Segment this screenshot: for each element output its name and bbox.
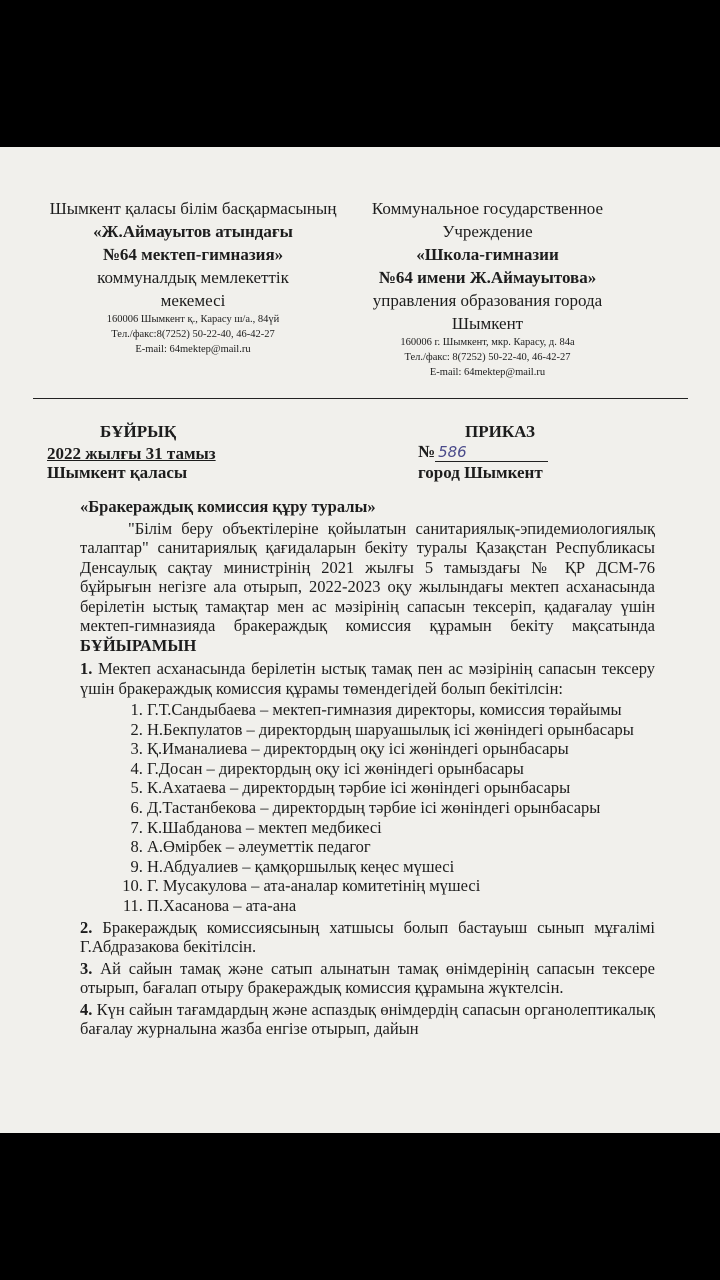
list-item: 8. А.Өмірбек – әлеуметтік педагог (147, 837, 655, 857)
order-date: 2022 жылғы 31 тамыз (47, 444, 216, 463)
order-city-kz: Шымкент қаласы (47, 463, 188, 482)
commission-member-list (80, 700, 655, 916)
order-number (418, 442, 548, 462)
clause-2 (80, 918, 655, 957)
clause-1 (80, 659, 655, 698)
list-item: 2. Н.Бекпулатов – директордың шаруашылық ісі жөніндегі орынбасары (147, 720, 655, 740)
header-right-line3: «Школа-гимназии (416, 245, 559, 264)
clause-3-number: 3. (80, 958, 93, 978)
list-item: 4. Г.Досан – директордың оқу ісі жөніндегі орынбасары (147, 759, 655, 779)
header-left-line4: коммуналдық мемлекеттік (97, 268, 289, 287)
preamble-paragraph (80, 519, 655, 656)
header-right-address: 160006 г. Шымкент, мкр. Карасу, д. 84а (400, 337, 575, 348)
list-item: 10. Г. Мусакулова – ата-аналар комитетінің мүшесі (147, 876, 655, 896)
clause-3 (80, 959, 655, 998)
clause-3-text: Ай сайын тамақ және сатып алынатын тамақ өнімдерінің сапасын тексере отырып, бағалап отыру бракераждық комиссия құрамына жүктелсін. (80, 958, 655, 998)
order-title-ru: ПРИКАЗ (465, 422, 535, 441)
clause-2-number: 2. (80, 917, 93, 937)
list-item: 6. Д.Тастанбекова – директордың тәрбие ісі жөніндегі орынбасары (147, 798, 655, 818)
header-left-address: 160006 Шымкент қ., Карасу ш/а., 84үй (106, 314, 280, 325)
list-item: 9. Н.Абдуалиев – қамқоршылық кеңес мүшесі (147, 857, 655, 877)
clause-4-text: Күн сайын тағамдардың және аспаздық өнімдердің сапасын органолептикалық бағалау журналына жазба енгізе отырып, дайын (80, 999, 655, 1039)
order-body (80, 497, 655, 1041)
order-word: БҰЙЫРАМЫН (80, 635, 197, 655)
preamble-text: "Білім беру объектілеріне қойылатын санитариялық-эпидемиологиялық талаптар" санитариялық қағидаларын бекіту туралы Қазақстан Республикасы Денсаулық сақтау министрінің 2021 жылғы 5 тамыздағы № ҚР ДСМ-76 бұйрығын негізге ала отырып, 2022-2023 оқу жылындағы мектеп асханасында берілетін ыстық тамақтар мен ас мәзірінің сапасын тексеріп, қадағалау үшін мектеп-гимназияда бракераждық комиссия құрамын бекіту мақсатында (80, 518, 655, 635)
header-divider (33, 398, 688, 399)
clause-4 (80, 1000, 655, 1039)
list-item: 5. К.Ахатаева – директордың тәрбие ісі жөніндегі орынбасары (147, 778, 655, 798)
clause-1-text: Мектеп асханасында берілетін ыстық тамақ пен ас мәзірінің сапасын тексеру үшін бракераждық комиссия құрамы төмендегідей болып бекітілсін: (80, 659, 656, 698)
clause-1-number: 1. (80, 659, 93, 678)
clause-4-number: 4. (80, 999, 93, 1019)
header-left-line5: мекемесі (160, 291, 226, 310)
header-right-line6: Шымкент (451, 314, 524, 333)
header-left-kz (28, 197, 358, 357)
order-title-kz: БҰЙРЫҚ (100, 422, 177, 441)
header-right-line1: Коммунальное государственное (371, 199, 604, 218)
header-right-email: E-mail: 64mektep@mail.ru (429, 367, 546, 378)
header-right-ru (355, 197, 620, 380)
header-left-phone: Тел./факс:8(7252) 50-22-40, 46-42-27 (111, 329, 275, 340)
order-city-ru: город Шымкент (418, 463, 543, 482)
header-left-line2: «Ж.Аймауытов атындағы (93, 222, 293, 241)
document-page (0, 147, 720, 1133)
order-number-handwritten: 586 (435, 443, 548, 462)
header-left-line3: №64 мектеп-гимназия» (102, 245, 284, 264)
list-item: 1. Г.Т.Сандыбаева – мектеп-гимназия директоры, комиссия төрайымы (147, 700, 655, 720)
list-item: 3. Қ.Иманалиева – директордың оқу ісі жөніндегі орынбасары (147, 739, 655, 759)
header-right-phone: Тел./факс: 8(7252) 50-22-40, 46-42-27 (404, 352, 571, 363)
header-right-line2: Учреждение (442, 222, 533, 241)
header-right-line4: №64 имени Ж.Аймауытова» (378, 268, 597, 287)
header-left-email: E-mail: 64mektep@mail.ru (135, 344, 251, 355)
order-topic: «Бракераждық комиссия құру туралы» (80, 497, 376, 516)
list-item: 7. К.Шабданова – мектеп медбикесі (147, 818, 655, 838)
order-number-prefix: № (418, 442, 436, 461)
header-left-line1: Шымкент қаласы білім басқармасының (49, 199, 337, 218)
list-item: 11. П.Хасанова – ата-ана (147, 896, 655, 916)
clause-2-text: Бракераждық комиссиясының хатшысы болып бастауыш сынып мұғалімі Г.Абдразакова бекітілсін. (80, 917, 655, 957)
header-right-line5: управления образования города (372, 291, 603, 310)
